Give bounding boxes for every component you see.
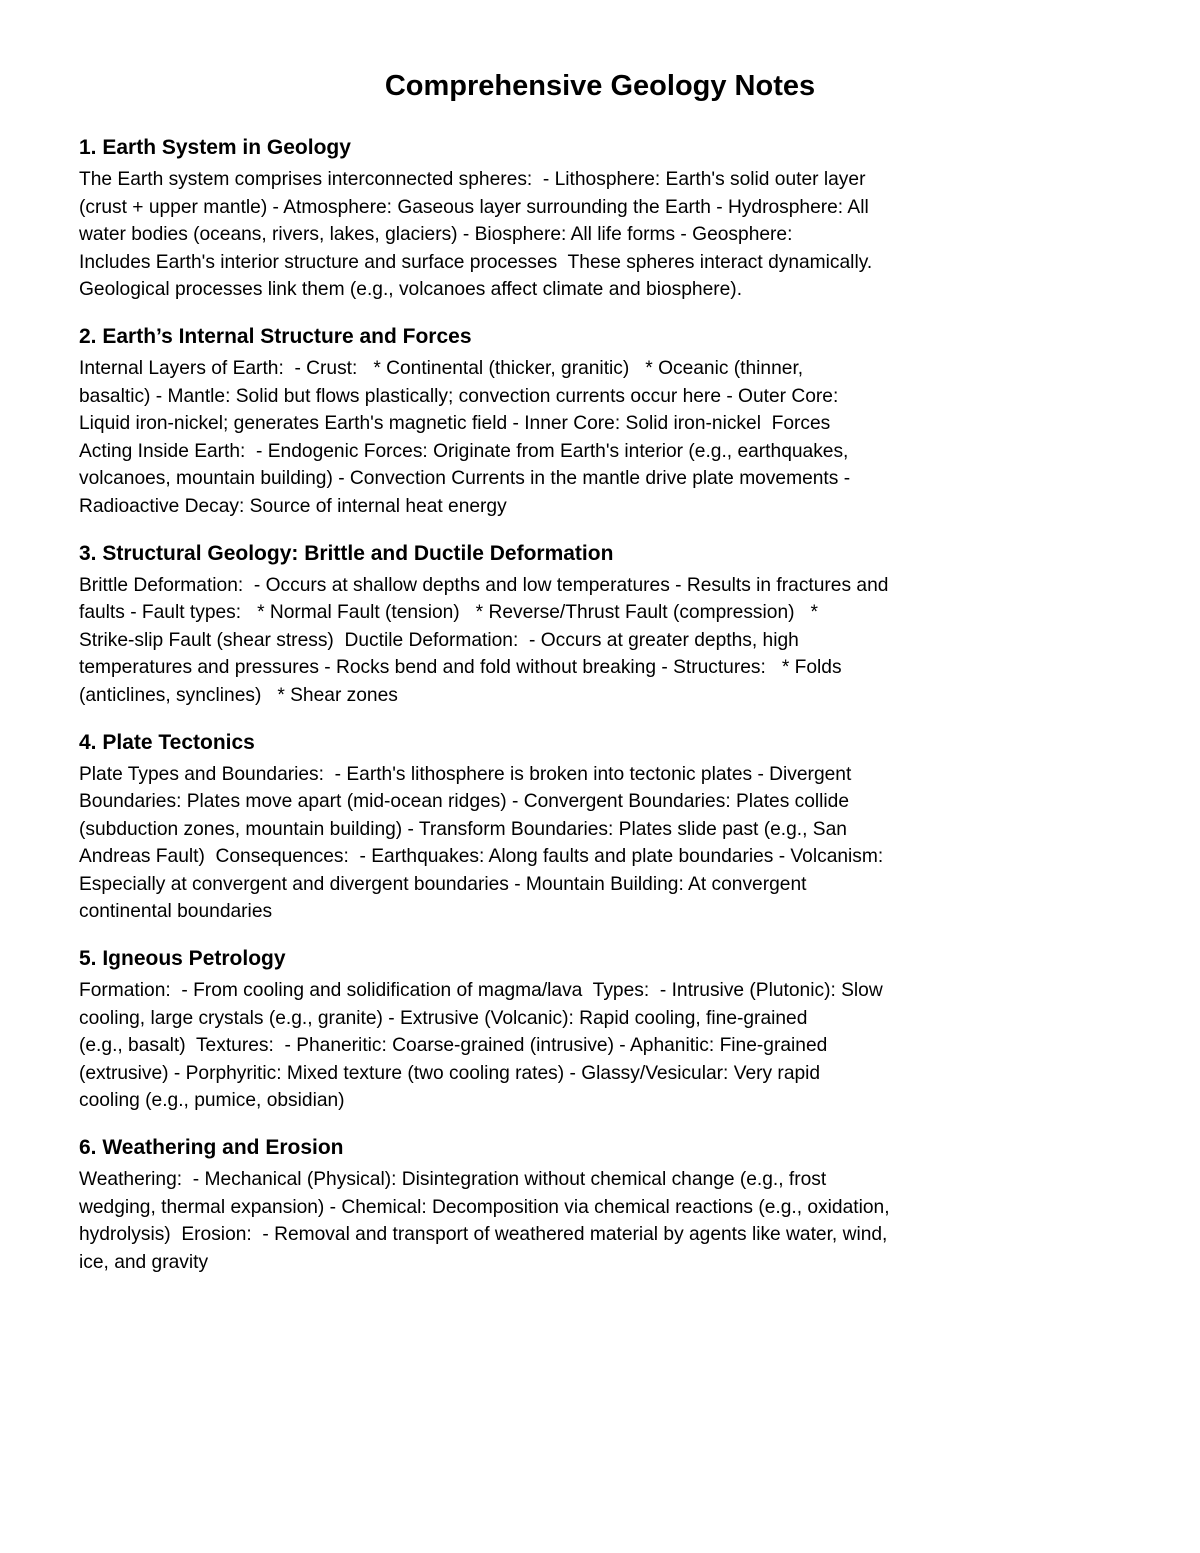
section-internal-structure	[79, 321, 1004, 521]
section-heading: 2. Earth’s Internal Structure and Forces	[79, 324, 472, 348]
section-heading: 4. Plate Tectonics	[79, 730, 255, 754]
section-igneous-petrology	[79, 943, 1004, 1115]
section-weathering-erosion	[79, 1132, 1004, 1276]
document-title: Comprehensive Geology Notes	[384, 70, 816, 102]
section-heading: 1. Earth System in Geology	[79, 136, 351, 159]
section-earth-system	[79, 132, 1004, 304]
section-body: Brittle Deformation: - Occurs at shallow depths and low temperatures - Results in fractures and faults - Fault types: * Normal Fault (tension) * Reverse/Thrust Fault (compression) * Strike-slip Fault (shear stress) Ductile Deformation: - Occurs at greater depths, high temperatures and pressures - Rocks bend and fold without breaking - Structures: * Folds (anticlines, synclines) * Shear zones	[79, 574, 889, 706]
section-body: Formation: - From cooling and solidification of magma/lava Types: - Intrusive (Plutonic): Slow cooling, large crystals (e.g., granite) - Extrusive (Volcanic): Rapid cooling, fine-grained (e.g., basalt) Textures: - Phaneritic: Coarse-grained (intrusive) - Aphanitic: Fine-grained (extrusive) - Porphyritic: Mixed texture (two cooling rates) - Glassy/Vesicular: Very rapid cooling (e.g., pumice, obsidian)	[79, 980, 883, 1112]
section-heading: 3. Structural Geology: Brittle and Ductile Deformation	[79, 541, 614, 565]
section-heading: 5. Igneous Petrology	[79, 947, 286, 971]
section-body: Weathering: - Mechanical (Physical): Disintegration without chemical change (e.g., frost wedging, thermal expansion) - Chemical: Decomposition via chemical reactions (e.g., oxidation, hydrolysis) Erosion: - Removal and transport of weathered material by agents like water, wind, ice, and gravity	[79, 1169, 890, 1273]
document-content	[79, 132, 1004, 1293]
section-body: Plate Types and Boundaries: - Earth's lithosphere is broken into tectonic plates - Divergent Boundaries: Plates move apart (mid-ocean ridges) - Convergent Boundaries: Plates collide (subduction zones, mountain building) - Transform Boundaries: Plates slide past (e.g., San Andreas Fault) Consequences: - Earthquakes: Along faults and plate boundaries - Volcanism: Especially at convergent and divergent boundaries - Mountain Building: At convergent continental boundaries	[79, 763, 884, 923]
section-plate-tectonics	[79, 727, 1004, 927]
section-heading: 6. Weathering and Erosion	[79, 1136, 344, 1160]
section-body: Internal Layers of Earth: - Crust: * Continental (thicker, granitic) * Oceanic (thinner, basaltic) - Mantle: Solid but flows plastically; convection currents occur here - Outer Core: Liquid iron-nickel; generates Earth's magnetic field - Inner Core: Solid iron-nickel Forces Acting Inside Earth: - Endogenic Forces: Originate from Earth's interior (e.g., earthquakes, volcanoes, mountain building) - Convection Currents in the mantle drive plate movements - Radioactive Decay: Source of internal heat energy	[79, 357, 851, 517]
section-body: The Earth system comprises interconnected spheres: - Lithosphere: Earth's solid outer layer (crust + upper mantle) - Atmosphere: Gaseous layer surrounding the Earth - Hydrosphere: All water bodies (oceans, rivers, lakes, glaciers) - Biosphere: All life forms - Geosphere: Includes Earth's interior structure and surface processes These spheres interact dynamically. Geological processes link them (e.g., volcanoes affect climate and biosphere).	[79, 169, 873, 301]
section-structural-geology	[79, 538, 1004, 710]
